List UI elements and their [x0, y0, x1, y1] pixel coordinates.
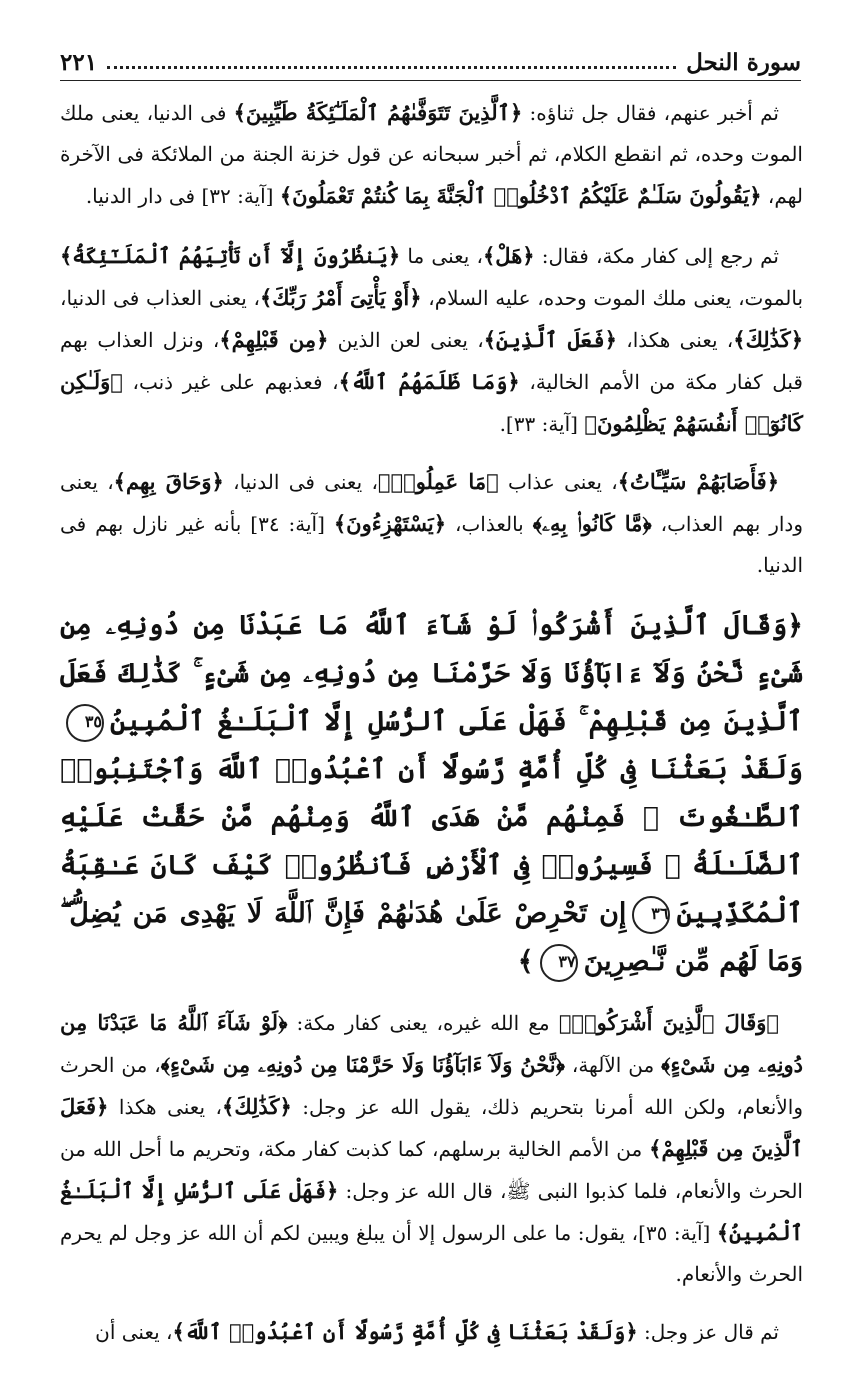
verse-text: وَلَقَدْ بَعَثْنَا فِى كُلِّ أُمَّةٍ رَّسُولًا أَنِ ٱعْبُدُوا۟ ٱللَّهَ وَٱجْتَنِبُوا۟ ٱلطَّـٰغُوتَ ۖ فَمِنْهُم مَّنْ هَدَى ٱللَّهُ وَمِنْهُم مَّنْ حَقَّتْ عَلَيْهِ ٱلضَّلَـٰلَةُ ۚ فَسِيرُوا۟ فِى ٱلْأَرْضِ فَٱنظُرُوا۟ كَيْفَ كَانَ عَـٰقِبَةُ ٱلْمُكَذِّبِينَ [60, 754, 803, 929]
quran-quote: ﴿وَلَقَدْ بَعَثْنَا فِى كُلِّ أُمَّةٍ رَّسُولًا أَنِ ٱعْبُدُوا۟ ٱللَّهَ﴾ [172, 1319, 638, 1344]
quran-quote: ﴿يَسْتَهْزِءُونَ﴾ [333, 511, 447, 536]
quran-quote: ﴿هَلْ﴾ [483, 243, 535, 268]
text-run: ، يعنى فى الدنيا، [223, 470, 378, 494]
text-run: ، ونزل العذاب بهم قبل كفار مكة من الأمم الخالية، [60, 328, 803, 394]
verse-number-marker: ٣٧ [540, 944, 578, 982]
surah-title: سورة النحل [686, 49, 801, 76]
header-dot-leader [107, 66, 676, 69]
quran-quote: ﴿وَحَاقَ بِهِم﴾ [113, 469, 224, 494]
closing-bracket: ﴾ [517, 946, 534, 977]
paragraph-gap [60, 986, 803, 1002]
quran-quote: ﴿كَذَٰلِكَ﴾ [733, 327, 803, 352]
text-run: بالعذاب، [446, 512, 533, 536]
quran-quote: ﴿فَعَلَ ٱلَّذِينَ﴾ [483, 327, 617, 352]
paragraph-gap [60, 445, 803, 461]
quran-quote: ﴿مَّا كَانُوا۟ بِهِۦ﴾ [532, 511, 652, 536]
page-number: ٢٢١ [60, 49, 98, 76]
quran-quote: ﴿كَذَٰلِكَ﴾ [222, 1094, 292, 1119]
quran-quote: ﴿فَأَصَابَهُمْ سَيِّـَٔاتُ﴾ [617, 469, 780, 494]
quran-quote: ﴿فَهَلْ عَلَى ٱلرُّسُلِ إِلَّا ٱلْبَلَـٰغُ ٱلْمُبِينُ﴾ [60, 1178, 803, 1245]
text-run: [آية: ٣٣]. [499, 412, 585, 436]
quran-quote: ﴿فَعَلَ ٱلَّذِينَ مِن قَبْلِهِمْ﴾ [60, 1094, 803, 1161]
paragraph-4 [60, 1002, 803, 1295]
quran-quote: ﴿نَّحْنُ وَلَآ ءَابَآؤُنَا وَلَا حَرَّمْنَا مِن دُونِهِۦ مِن شَىْءٍ﴾ [160, 1052, 565, 1077]
text-run: ، من الحرث والأنعام، ولكن الله أمرنا بتحريم ذلك، يقول الله عز وجل: [60, 1053, 803, 1119]
verse-text: إِن تَحْرِصْ عَلَىٰ هُدَىٰهُمْ فَإِنَّ ٱللَّهَ لَا يَهْدِى مَن يُضِلُّ ۖ وَمَا لَهُم مِّن نَّـٰصِرِينَ [60, 898, 803, 977]
text-run: ، يعنى أن [95, 1320, 173, 1344]
text-run: بالموت، يعنى ملك الموت وحده، عليه السلام، [421, 286, 804, 310]
text-run: ، يعنى هكذا [108, 1095, 223, 1119]
paragraph-gap [60, 217, 803, 235]
text-run: ، يعنى ما [400, 244, 483, 268]
header-rule [60, 80, 801, 81]
text-run: ، يعنى العذاب فى الدنيا، [60, 286, 260, 310]
quran-quote: ﴿مِن قَبْلِهِمْ﴾ [219, 327, 329, 352]
text-run: ثم قال عز وجل: [637, 1320, 779, 1344]
text-run: من الأمم الخالية برسلهم، كما كذبت كفار مكة، وتحريم ما أحل الله من الحرث والأنعام، فلما كذبوا النبى ﷺ، قال الله عز وجل: [60, 1137, 803, 1203]
paragraph-2 [60, 235, 803, 445]
quran-quote: ﴿يَقُولُونَ سَلَـٰمٌ عَلَيْكُمُ ٱدْخُلُوا۟ ٱلْجَنَّةَ بِمَا كُنتُمْ تَعْمَلُونَ﴾ [279, 183, 762, 208]
text-run: ثم أخبر عنهم، فقال جل ثناؤه: [522, 101, 779, 125]
text-run: ، يعنى لعن الذين [328, 328, 484, 352]
quran-quote: ﴿أَوْ يَأْتِىَ أَمْرُ رَبِّكَ﴾ [259, 285, 422, 310]
verse-number-marker: ٣٦ [632, 896, 670, 934]
quran-quote: ﴿مَا عَمِلُوا۟﴾ [377, 469, 499, 494]
paragraph-1 [60, 92, 803, 217]
quran-quote: ﴿يَنظُرُونَ إِلَّآ أَن تَأْتِيَهُمُ ٱلْمَلَـٰٓئِكَةُ﴾ [60, 243, 401, 268]
text-run: [آية: ٣٤] بأنه غير نازل بهم فى الدنيا. [60, 512, 803, 577]
quran-quote: ﴿ٱلَّذِينَ تَتَوَفَّىٰهُمُ ٱلْمَلَـٰٓئِكَةُ طَيِّبِينَ﴾ [233, 100, 523, 125]
quran-verse-block [60, 602, 803, 986]
paragraph-5 [60, 1311, 803, 1353]
text-run: ، يعنى عذاب [498, 470, 618, 494]
text-run: ، فعذبهم على غير ذنب، [122, 370, 339, 394]
quran-quote: ﴿وَمَا ظَلَمَهُمُ ٱللَّهُ﴾ [338, 369, 520, 394]
text-run: فى الدنيا، يعنى ملك الموت وحده، ثم انقطع الكلام، ثم أخبر سبحانه عن قول خزنة الجنة من الملائكة فى الآخرة لهم، [60, 101, 803, 208]
text-run: ثم رجع إلى كفار مكة، فقال: [534, 244, 779, 268]
quran-quote: ﴿وَقَالَ ٱلَّذِينَ أَشْرَكُوا۟﴾ [558, 1010, 779, 1035]
paragraph-3 [60, 461, 803, 586]
page-body [60, 92, 803, 1353]
running-header [60, 44, 801, 76]
quran-quote: ﴿وَلَـٰكِن كَانُوٓا۟ أَنفُسَهُمْ يَظْلِمُونَ﴾ [60, 369, 803, 436]
text-run: مع الله غيره، يعنى كفار مكة: [287, 1011, 559, 1035]
paragraph-gap [60, 1295, 803, 1311]
quran-quote: ﴿لَوْ شَآءَ ٱللَّهُ مَا عَبَدْنَا مِن دُونِهِۦ مِن شَىْءٍ﴾ [60, 1010, 804, 1077]
text-run: ، يعنى ودار بهم العذاب، [60, 470, 803, 536]
verse-number-marker: ٣٥ [66, 704, 104, 742]
text-run: ، يعنى هكذا، [616, 328, 734, 352]
verse-text: ﴿وَقَالَ ٱلَّذِينَ أَشْرَكُوا۟ لَوْ شَآءَ ٱللَّهُ مَا عَبَدْنَا مِن دُونِهِۦ مِن شَىْءٍ نَّحْنُ وَلَآ ءَابَآؤُنَا وَلَا حَرَّمْنَا مِن دُونِهِۦ مِن شَىْءٍ ۚ كَذَٰلِكَ فَعَلَ ٱلَّذِينَ مِن قَبْلِهِمْ ۚ فَهَلْ عَلَى ٱلرُّسُلِ إِلَّا ٱلْبَلَـٰغُ ٱلْمُبِينُ [60, 610, 803, 737]
text-run: [آية: ٣٢] فى دار الدنيا. [85, 184, 280, 208]
text-run: من الآلهة، [564, 1053, 662, 1077]
text-run: [آية: ٣٥]، يقول: ما على الرسول إلا أن يبلغ ويبين لكم أن الله عز وجل لم يحرم الحرث والأنعام. [60, 1221, 803, 1286]
paragraph-gap [60, 586, 803, 602]
